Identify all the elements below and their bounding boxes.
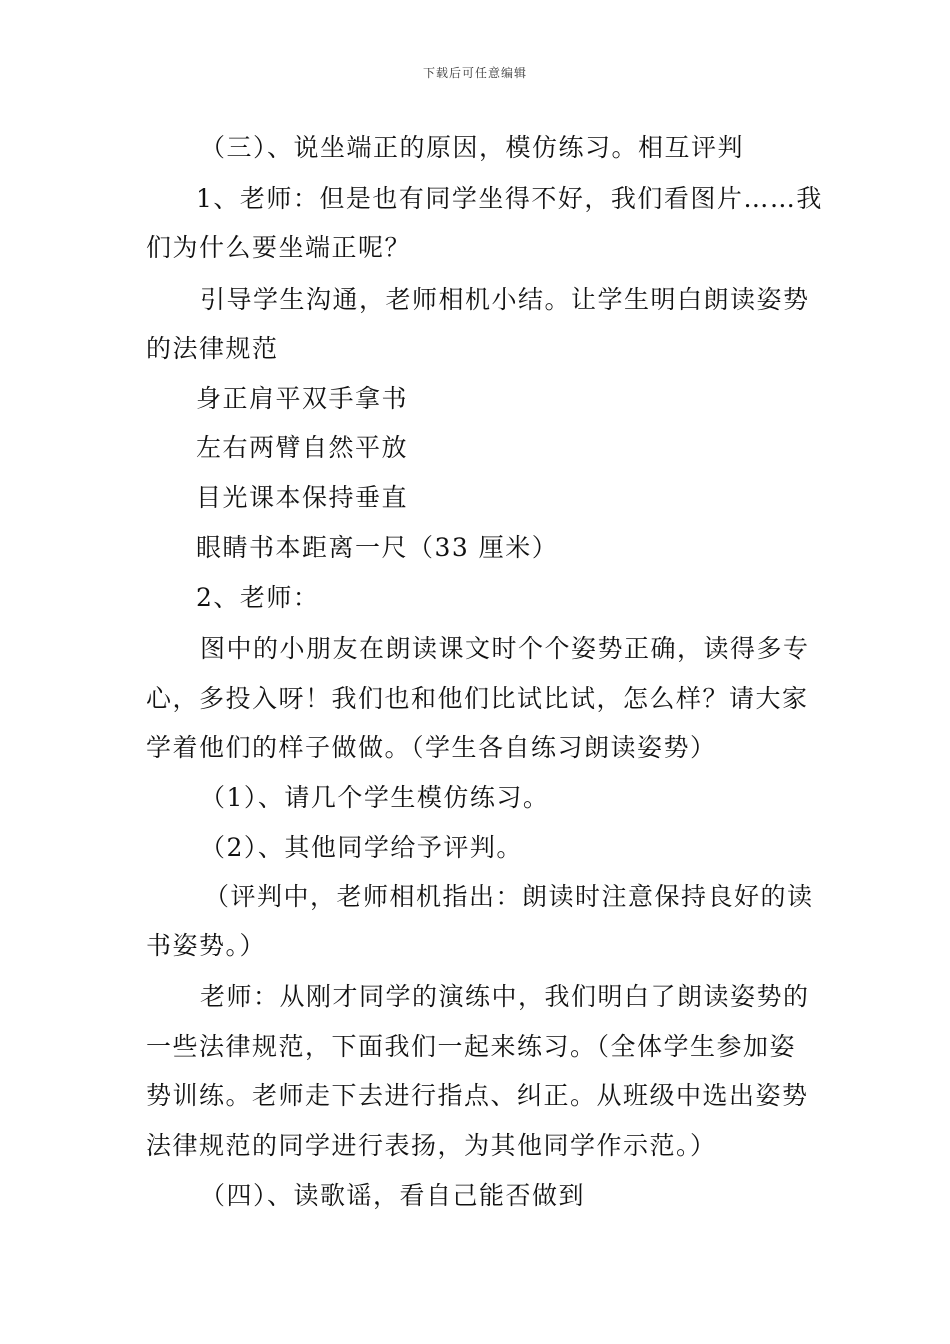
verse-line: 目光课本保持垂直 [196, 483, 409, 512]
paragraph-line: 2、老师： [196, 583, 320, 612]
paragraph-line: （2）、其他同学给予评判。 [200, 833, 523, 862]
paragraph-line: （评判中，老师相机指出：朗读时注意保持良好的读 [204, 882, 814, 911]
paragraph-line: 一些法律规范，下面我们一起来练习。（全体学生参加姿 [146, 1032, 797, 1061]
paragraph-line: 们为什么要坐端正呢？ [146, 233, 412, 262]
paragraph-line: 的法律规范 [146, 334, 279, 363]
paragraph-line: 图中的小朋友在朗读课文时个个姿势正确，读得多专 [200, 634, 810, 663]
paragraph-line: 法律规范的同学进行表扬，为其他同学作示范。） [146, 1131, 717, 1160]
verse-line: 左右两臂自然平放 [196, 433, 409, 462]
verse-line: 眼睛书本距离一尺（33 厘米） [196, 533, 559, 562]
paragraph-line: 心，多投入呀！我们也和他们比试比试，怎么样？请大家 [146, 684, 809, 713]
section-heading: （三）、说坐端正的原因，模仿练习。相互评判 [200, 133, 745, 162]
paragraph-line: 引导学生沟通，老师相机小结。让学生明白朗读姿势 [200, 285, 810, 314]
page-header: 下载后可任意编辑 [422, 66, 527, 80]
paragraph-line: 1、老师：但是也有同学坐得不好，我们看图片……我 [196, 184, 823, 213]
section-heading: （四）、读歌谣，看自己能否做到 [200, 1181, 586, 1210]
paragraph-line: 势训练。老师走下去进行指点、纠正。从班级中选出姿势 [146, 1081, 809, 1110]
paragraph-line: 书姿势。） [146, 931, 267, 960]
verse-line: 身正肩平双手拿书 [196, 384, 409, 413]
paragraph-line: （1）、请几个学生模仿练习。 [200, 783, 550, 812]
paragraph-line: 学着他们的样子做做。（学生各自练习朗读姿势） [146, 733, 717, 762]
paragraph-line: 老师：从刚才同学的演练中，我们明白了朗读姿势的 [200, 982, 810, 1011]
